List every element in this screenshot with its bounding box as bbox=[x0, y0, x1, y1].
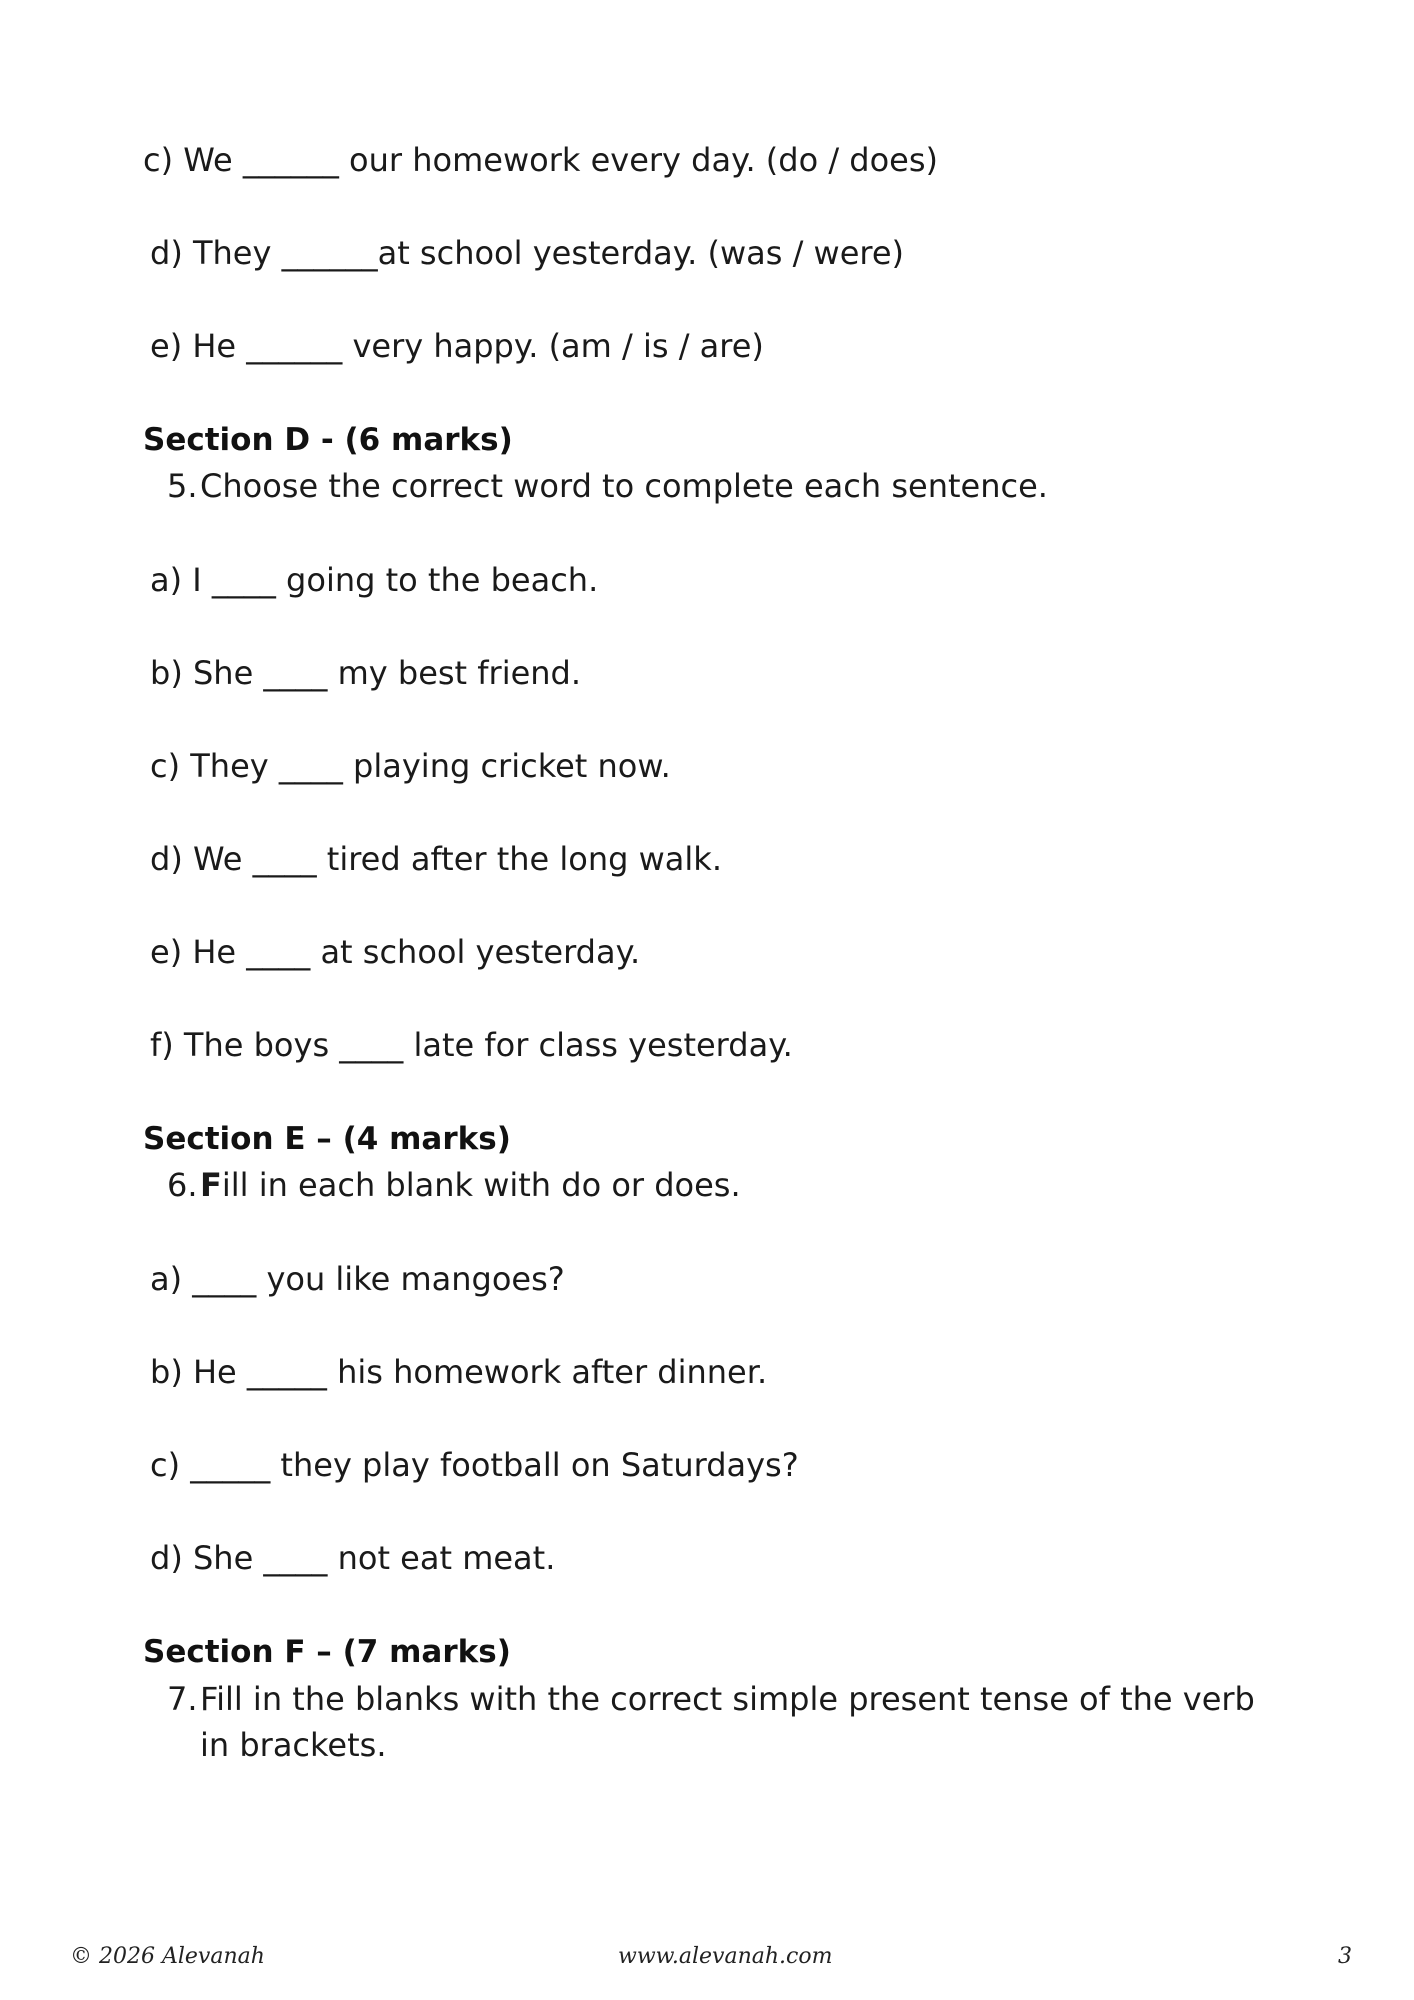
section-d-item-b: b) She ____ my best friend. bbox=[150, 654, 582, 692]
section-d-item-a: a) I ____ going to the beach. bbox=[150, 561, 599, 599]
question-number: 5. bbox=[167, 467, 198, 505]
section-d-item-d: d) We ____ tired after the long walk. bbox=[150, 840, 722, 878]
section-c-item-d: d) They ______at school yesterday. (was / were) bbox=[150, 234, 904, 272]
section-f-instruction-line2: in brackets. bbox=[200, 1726, 387, 1764]
instruction-text: Fill in the blanks with the correct simple present tense of the verb bbox=[200, 1680, 1255, 1718]
instruction-text: Choose the correct word to complete each sentence. bbox=[200, 467, 1048, 505]
section-d-item-f: f) The boys ____ late for class yesterday. bbox=[150, 1026, 793, 1064]
section-e-item-d: d) She ____ not eat meat. bbox=[150, 1539, 556, 1577]
question-number: 7. bbox=[167, 1680, 198, 1718]
section-c-item-e: e) He ______ very happy. (am / is / are) bbox=[150, 327, 764, 365]
section-e-item-b: b) He _____ his homework after dinner. bbox=[150, 1353, 768, 1391]
footer-copyright: © 2026 Alevanah bbox=[70, 1944, 265, 1969]
section-c-item-c: c) We ______ our homework every day. (do / does) bbox=[143, 141, 939, 179]
instruction-text: ill in each blank with do or does. bbox=[221, 1166, 741, 1204]
question-number: 6. bbox=[167, 1166, 198, 1204]
section-e-instruction bbox=[167, 1165, 741, 1205]
section-e-item-c: c) _____ they play football on Saturdays? bbox=[150, 1446, 799, 1484]
instruction-first-letter: F bbox=[200, 1166, 222, 1204]
section-d-item-c: c) They ____ playing cricket now. bbox=[150, 747, 671, 785]
section-e-item-a: a) ____ you like mangoes? bbox=[150, 1260, 565, 1298]
footer-website: www.alevanah.com bbox=[618, 1944, 833, 1969]
footer-page-number: 3 bbox=[1338, 1944, 1352, 1969]
section-f-heading: Section F – (7 marks) bbox=[143, 1634, 511, 1670]
section-d-instruction bbox=[167, 466, 1048, 506]
section-d-heading: Section D - (6 marks) bbox=[143, 422, 513, 458]
section-f-instruction-line1 bbox=[167, 1679, 1255, 1719]
section-e-heading: Section E – (4 marks) bbox=[143, 1121, 511, 1157]
section-d-item-e: e) He ____ at school yesterday. bbox=[150, 933, 641, 971]
